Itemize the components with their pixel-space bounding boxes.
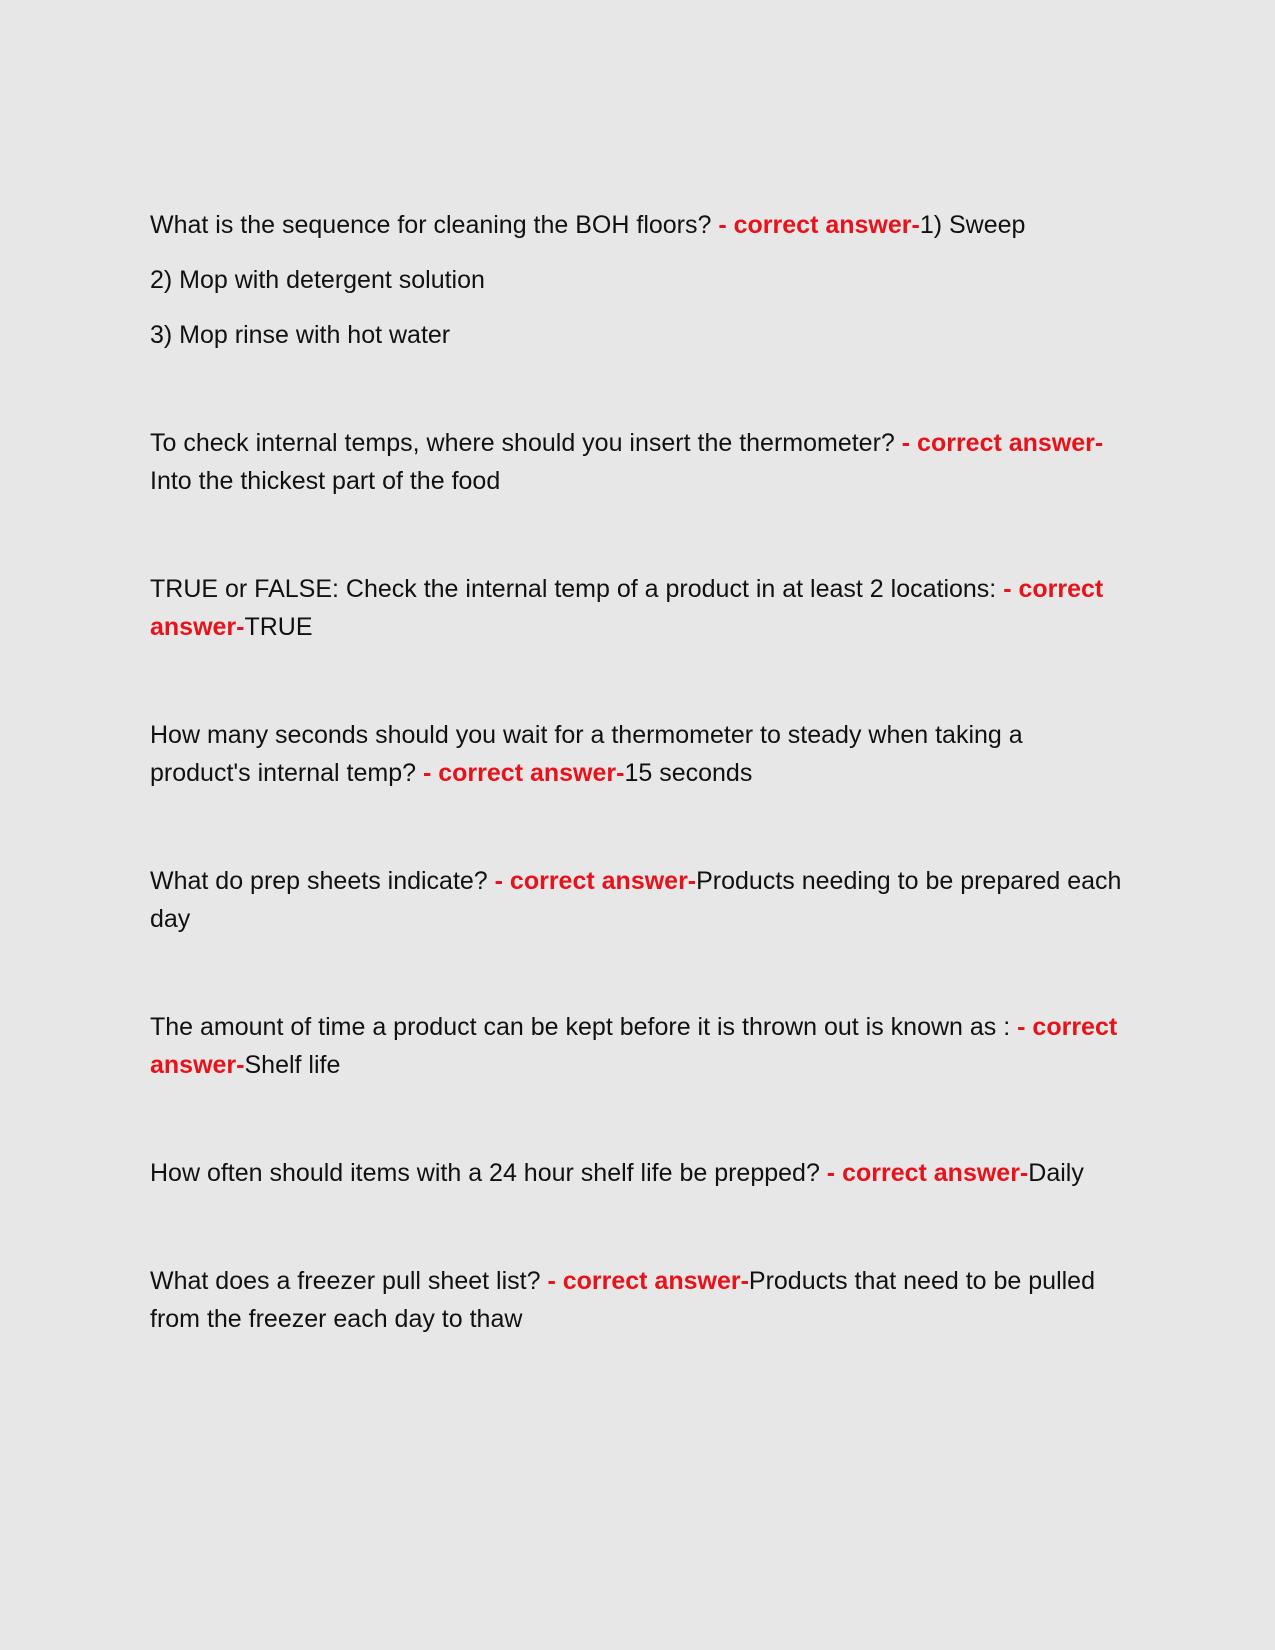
answer-text: Products that need to be pulled from the freezer each day to thaw: [150, 1267, 1095, 1333]
question-text: How many seconds should you wait for a thermometer to steady when taking a product's internal temp?: [150, 721, 1023, 787]
answer-text: 1) Sweep: [919, 211, 1026, 239]
qa-item-8: [150, 1262, 1125, 1338]
answer-text: TRUE: [244, 613, 313, 641]
answer-text: Daily: [1028, 1159, 1084, 1187]
answer-marker: - correct answer-: [494, 867, 697, 895]
qa-text: [150, 1262, 1125, 1338]
qa-item-7: [150, 1154, 1125, 1192]
qa-item-2: [150, 424, 1125, 500]
qa-item-1: [150, 206, 1125, 354]
qa-item-3: [150, 570, 1125, 646]
qa-text: [150, 570, 1125, 646]
qa-item-6: [150, 1008, 1125, 1084]
question-text: TRUE or FALSE: Check the internal temp of a product in at least 2 locations:: [150, 575, 1004, 603]
qa-list: [150, 206, 1125, 1408]
question-text: What do prep sheets indicate?: [150, 867, 495, 895]
qa-item-4: [150, 716, 1125, 792]
qa-text: [150, 1154, 1125, 1192]
qa-text: [150, 1008, 1125, 1084]
answer-marker: - correct answer-: [547, 1267, 749, 1295]
answer-text: Shelf life: [244, 1051, 341, 1079]
qa-line-1: [150, 206, 1125, 244]
qa-item-5: [150, 862, 1125, 938]
answer-extra-line: 3) Mop rinse with hot water: [150, 321, 451, 349]
qa-text: [150, 716, 1125, 792]
question-text: How often should items with a 24 hour shelf life be prepped?: [150, 1159, 827, 1187]
answer-marker: - correct answer-: [718, 211, 920, 239]
answer-extra-line: 2) Mop with detergent solution: [150, 266, 485, 294]
answer-marker: - correct answer-: [826, 1159, 1029, 1187]
answer-text: Products needing to be prepared each day: [150, 867, 1122, 933]
question-text: The amount of time a product can be kept before it is thrown out is known as :: [150, 1013, 1018, 1041]
answer-marker: - correct answer-: [150, 1013, 1118, 1079]
answer-text: 15 seconds: [624, 759, 753, 787]
qa-text: [150, 862, 1125, 938]
question-text: To check internal temps, where should you insert the thermometer?: [150, 429, 902, 457]
answer-marker: - correct answer-: [422, 759, 625, 787]
question-text: What is the sequence for cleaning the BOH floors?: [150, 211, 719, 239]
qa-text: [150, 424, 1125, 500]
question-text: What does a freezer pull sheet list?: [150, 1267, 548, 1295]
answer-marker: - correct answer-: [150, 575, 1104, 641]
answer-text: Into the thickest part of the food: [150, 467, 501, 495]
answer-marker: - correct answer-: [901, 429, 1104, 457]
